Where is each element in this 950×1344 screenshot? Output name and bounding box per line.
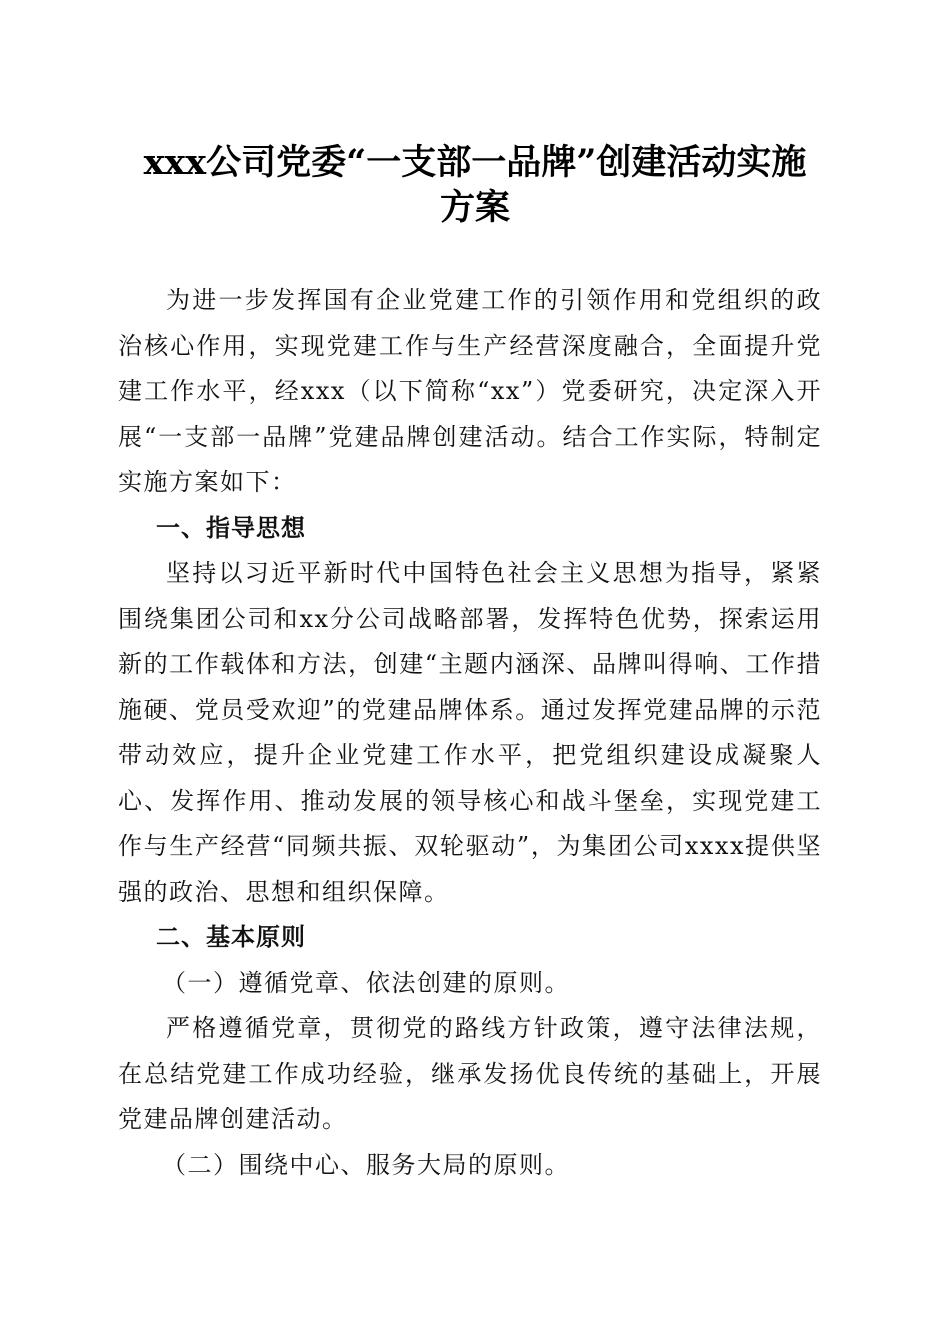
intro-paragraph: 为进一步发挥国有企业党建工作的引领作用和党组织的政治核心作用，实现党建工作与生产经营深度融合，全面提升党建工作水平，经xxx（以下简称“xx”）党委研究，决定深入开展“一支部一品牌”党建品牌创建活动。结合工作实际，特制定实施方案如下： [118, 286, 822, 496]
principle-subheading-2: （二）围绕中心、服务大局的原则。 [162, 1150, 570, 1179]
document-body [118, 278, 822, 1188]
guiding-ideology-paragraph: 坚持以习近平新时代中国特色社会主义思想为指导，紧紧围绕集团公司和xx分公司战略部署，发挥特色优势，探索运用新的工作载体和方法，创建“主题内涵深、品牌叫得响、工作措施硬、党员受欢迎”的党建品牌体系。通过发挥党建品牌的示范带动效应，提升企业党建工作水平，把党组织建设成凝聚人心、发挥作用、推动发展的领导核心和战斗堡垒，实现党建工作与生产经营“同频共振、双轮驱动”，为集团公司xxxx提供坚强的政治、思想和组织保障。 [118, 559, 822, 906]
principle-1-paragraph: 严格遵循党章，贯彻党的路线方针政策，遵守法律法规，在总结党建工作成功经验，继承发扬优良传统的基础上，开展党建品牌创建活动。 [118, 1014, 822, 1133]
document-title-line-1: xxx公司党委“一支部一品牌”创建活动实施 [143, 142, 807, 183]
document-title-line-2: 方案 [439, 187, 510, 228]
principle-subheading-1: （一）遵循党章、依法创建的原则。 [162, 968, 570, 997]
section-heading-guiding-ideology: 一、指导思想 [156, 513, 306, 542]
section-heading-basic-principles: 二、基本原则 [156, 923, 306, 951]
